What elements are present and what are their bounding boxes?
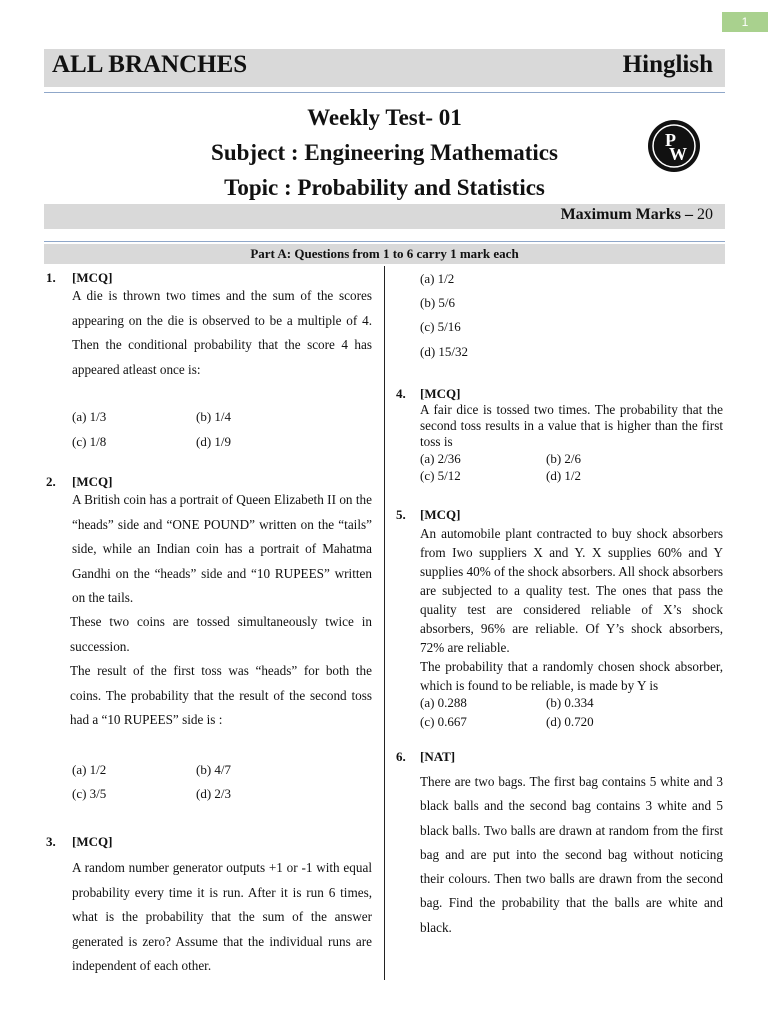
- option: (c) 1/8: [72, 434, 107, 449]
- topic-title: Topic : Probability and Statistics: [224, 175, 545, 200]
- option: (a) 0.288: [420, 695, 467, 710]
- marks-bar: [44, 204, 725, 229]
- question-text: These two coins are tossed simultaneously twice in succession.: [70, 614, 372, 654]
- question-number: 6.: [396, 749, 406, 764]
- option: (b) 2/6: [546, 451, 582, 466]
- question-type: [MCQ]: [420, 386, 461, 401]
- option: (d) 2/3: [196, 786, 232, 801]
- option: (b) 0.334: [546, 695, 594, 710]
- header-branches: ALL BRANCHES: [52, 51, 248, 78]
- question-text: An automobile plant contracted to buy shock absorbers from Iwo suppliers X and Y. X supplies 60% and Y supplies 40% of the shock absorbers. All shock absorbers are subjected to a quality test. The ones that pass the quality test are considered reliable of X’s shock absorbers, 96% are reliable. Of Y’s shock absorbers, 72% are reliable.: [420, 526, 723, 655]
- pw-logo-icon: [648, 120, 700, 172]
- question-number: 3.: [46, 834, 56, 849]
- header-language: Hinglish: [622, 51, 713, 78]
- option: (b) 5/6: [420, 295, 456, 310]
- question-number: 4.: [396, 386, 406, 401]
- question-text: A British coin has a portrait of Queen Elizabeth II on the “heads” side and “ONE POUND” written on the “tails” side, while an Indian coin has a portrait of Mahatma Gandhi on the “heads” side and “10 RUPEES” written on the tails.: [72, 492, 372, 605]
- test-title: Weekly Test- 01: [307, 105, 462, 130]
- option: (a) 1/2: [72, 762, 107, 777]
- option: (c) 5/16: [420, 319, 461, 334]
- option: (c) 0.667: [420, 714, 467, 729]
- subject-title: Subject : Engineering Mathematics: [211, 140, 558, 165]
- page-number: 1: [722, 12, 768, 32]
- question-type: [MCQ]: [420, 507, 461, 522]
- option: (d) 0.720: [546, 714, 594, 729]
- option: (d) 1/2: [546, 468, 582, 483]
- question-text: There are two bags. The first bag contains 5 white and 3 black balls and the second bag contains 3 white and 5 black balls. Two balls are drawn at random from the first bag and are put into the second bag without noticing their colours. Then two balls are drawn from the second bag. Find the probability that the balls are white and black.: [420, 774, 723, 935]
- question-text: A random number generator outputs +1 or -1 with equal probability every time it is run. After it is run 6 times, what is the probability that the sum of the answer generated is zero? Assume that the individual runs are independent of each other.: [72, 860, 372, 973]
- option: (b) 1/4: [196, 409, 232, 424]
- option: (d) 1/9: [196, 434, 232, 449]
- column-divider: [384, 266, 385, 980]
- question-number: 1.: [46, 270, 56, 285]
- title-block: [44, 100, 725, 205]
- header-divider: [44, 92, 725, 93]
- part-divider: [44, 241, 725, 242]
- question-text: The result of the first toss was “heads” for both the coins. The probability that the result of the second toss had a “10 RUPEES” side is :: [70, 663, 372, 727]
- maximum-marks: Maximum Marks – 20: [560, 206, 713, 223]
- option: (c) 3/5: [72, 786, 107, 801]
- question-number: 5.: [396, 507, 406, 522]
- question-type: [MCQ]: [72, 834, 113, 849]
- option: (b) 4/7: [196, 762, 232, 777]
- header-bar: [44, 49, 725, 87]
- svg-text:W: W: [669, 144, 687, 164]
- option: (a) 1/3: [72, 409, 107, 424]
- question-type: [MCQ]: [72, 474, 113, 489]
- question-number: 2.: [46, 474, 56, 489]
- question-text: A fair dice is tossed two times. The probability that the second toss results in a value that is higher than the first toss is: [420, 402, 723, 449]
- option: (d) 15/32: [420, 344, 469, 359]
- part-heading: Part A: Questions from 1 to 6 carry 1 mark each: [44, 244, 725, 264]
- question-text: The probability that a randomly chosen shock absorber, which is found to be reliable, is made by Y is: [420, 659, 723, 693]
- option: (a) 1/2: [420, 271, 455, 286]
- question-type: [NAT]: [420, 749, 456, 764]
- option: (c) 5/12: [420, 468, 461, 483]
- option: (a) 2/36: [420, 451, 461, 466]
- question-text: A die is thrown two times and the sum of the scores appearing on the die is observed to be a multiple of 4. Then the conditional probability that the score 4 has appeared atleast once is:: [72, 288, 372, 377]
- question-type: [MCQ]: [72, 270, 113, 285]
- svg-text:P: P: [665, 130, 676, 150]
